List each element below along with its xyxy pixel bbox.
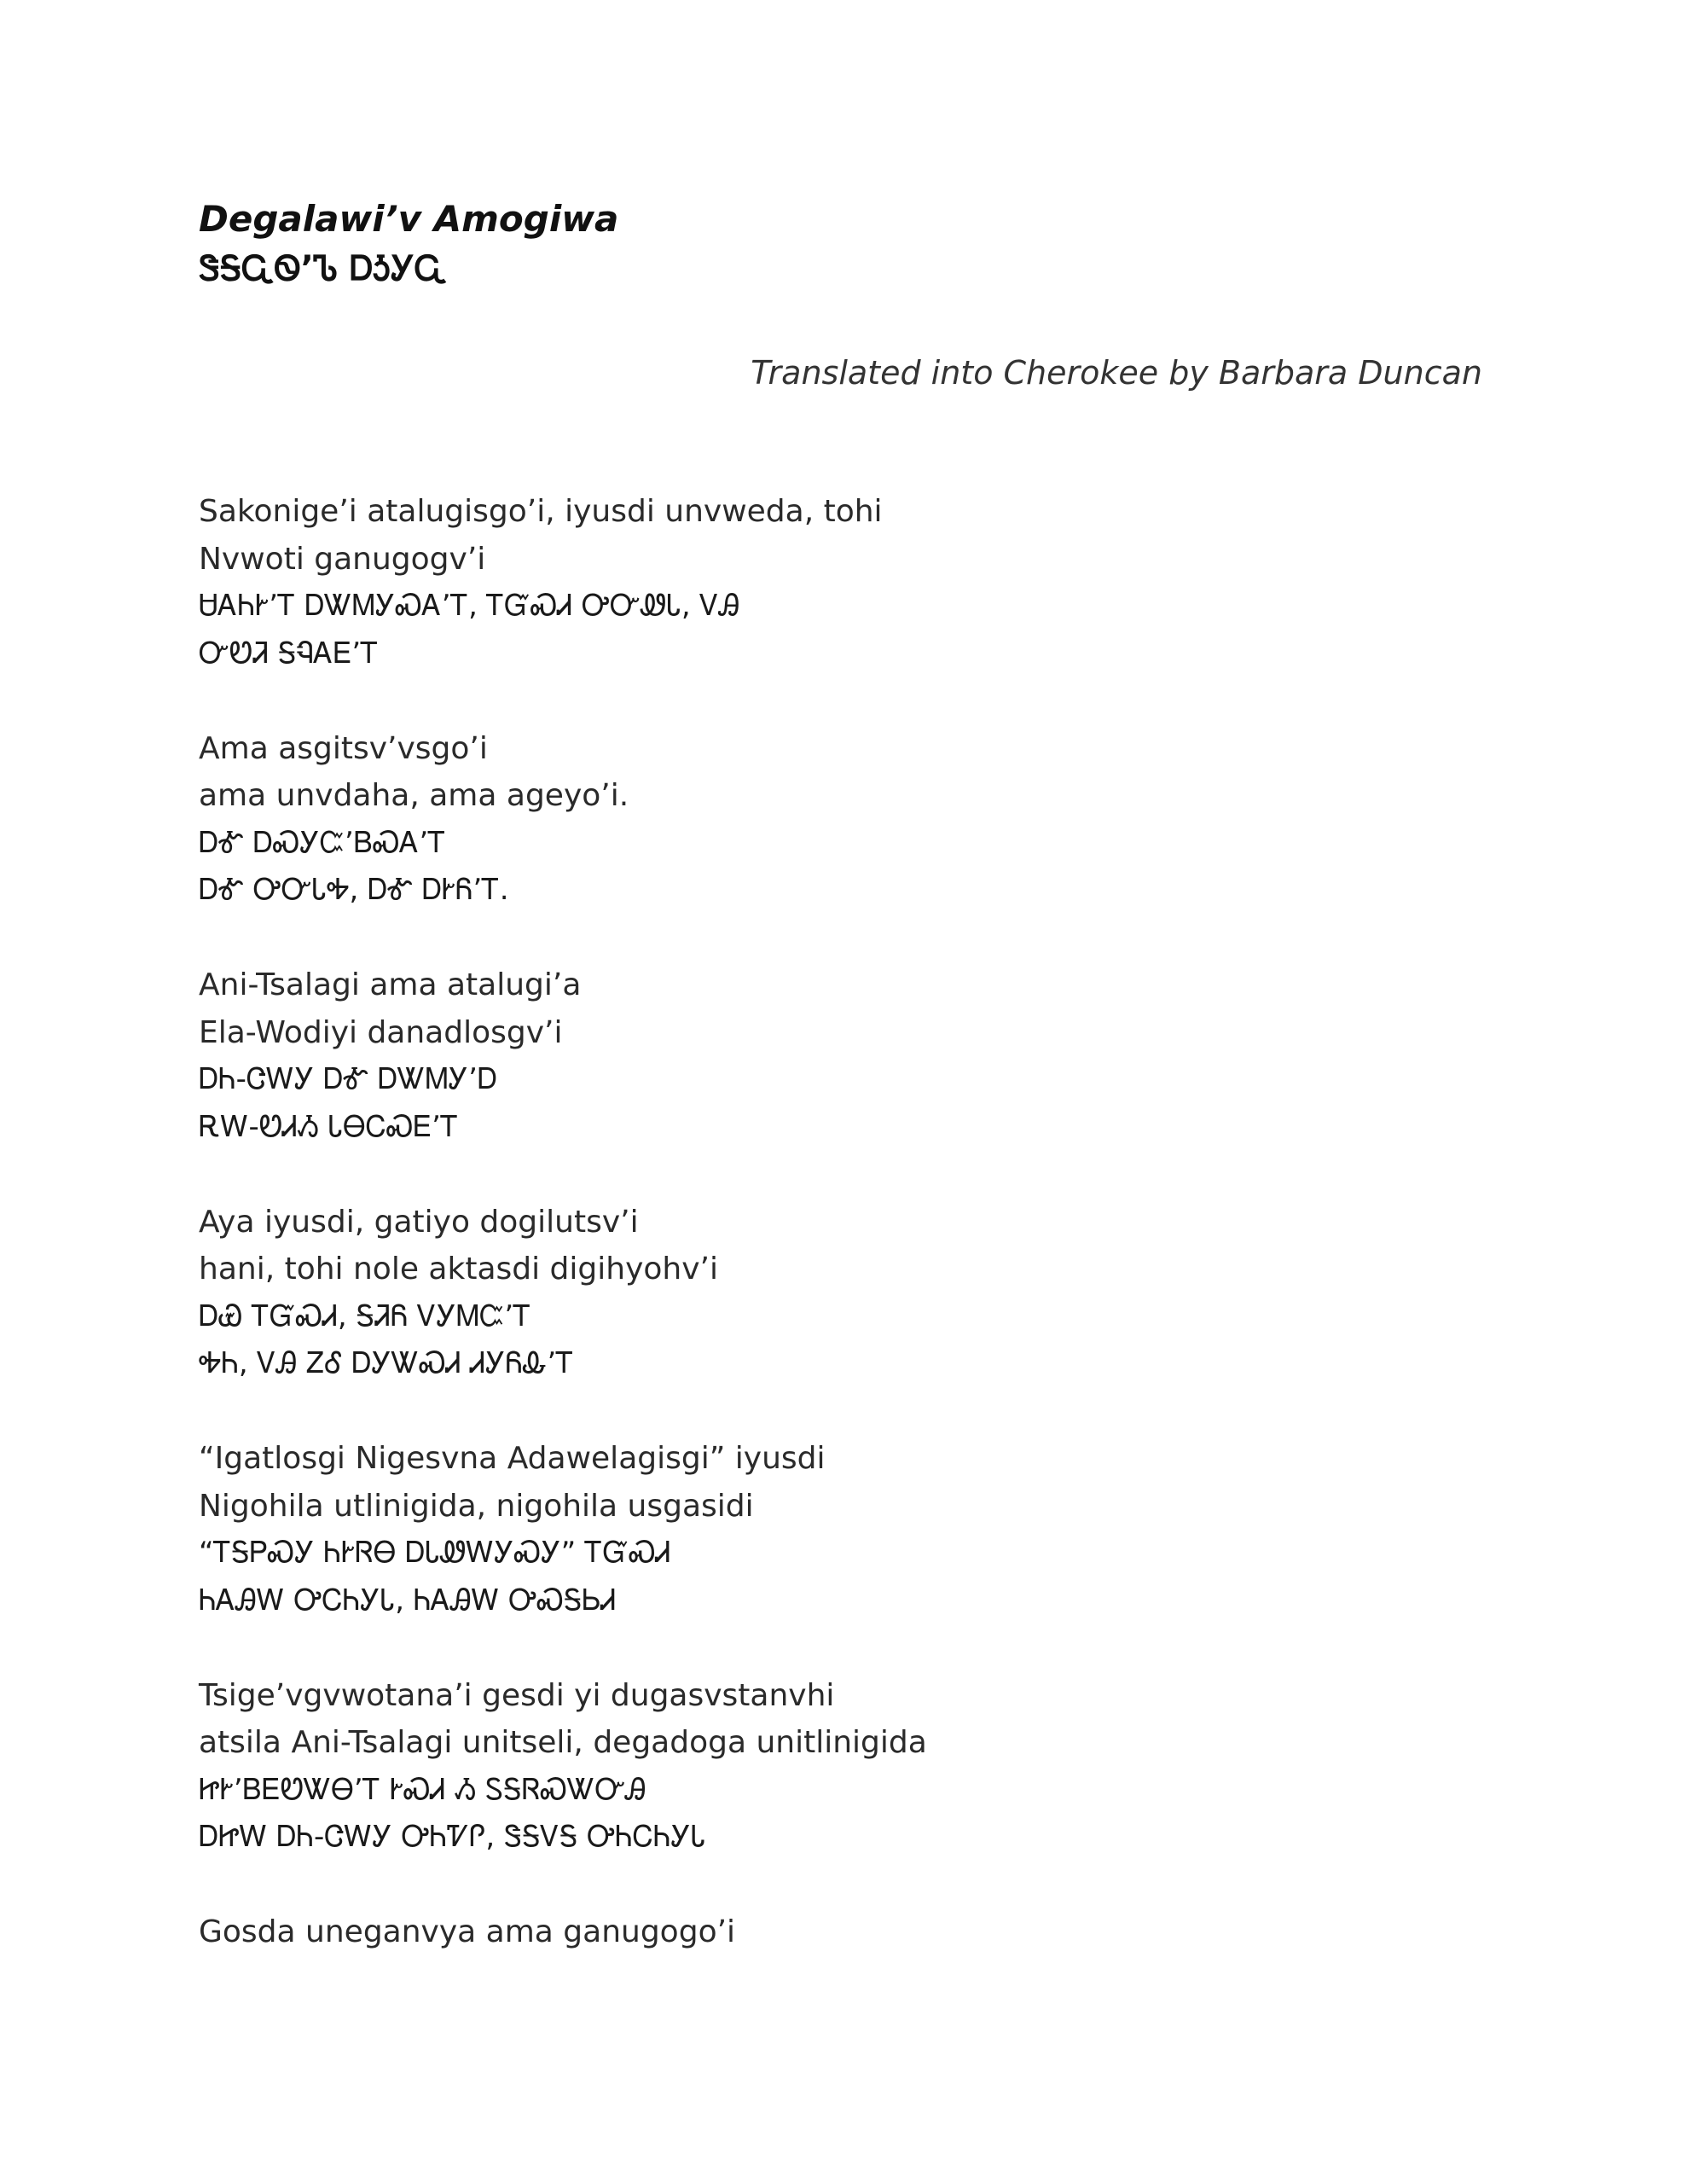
poem-title-syllabary: ᏕᎦᏩᏫ’Ꮦ ᎠᎼᎩᏩ [199, 249, 448, 288]
syllabary-line: ᏌᎪᏂᎨ’Ꭲ ᎠᏔᎷᎩᏍᎪ’Ꭲ, ᎢᏳᏍᏗ ᎤᏅᏪᏓ, ᏙᎯ [199, 589, 740, 623]
syllabary-line: ᏂᎪᎯᎳ ᎤᏟᏂᎩᏓ, ᏂᎪᎯᎳ ᎤᏍᎦᏏᏗ [199, 1583, 617, 1618]
latin-line: hani, tohi nole aktasdi digihyohv’i [199, 1252, 718, 1287]
latin-line: ama unvdaha, ama ageyo’i. [199, 778, 629, 813]
title-block [199, 195, 618, 293]
poem-title: Degalawi’v Amogiwa [199, 198, 619, 240]
latin-line: Nigohila utlinigida, nigohila usgasidi [199, 1488, 754, 1524]
stanza [199, 961, 1478, 1151]
latin-line: Ani-Tsalagi ama atalugi’a [199, 967, 582, 1002]
syllabary-line: ᎠᏥᎳ ᎠᏂ-ᏣᎳᎩ ᎤᏂᏤᎵ, ᏕᎦᏙᎦ ᎤᏂᏟᏂᎩᏓ [199, 1820, 706, 1854]
latin-line: Tsige’vgvwotana’i gesdi yi dugasvstanvhi [199, 1677, 835, 1713]
latin-line: “Igatlosgi Nigesvna Adawelagisgi” iyusdi [199, 1441, 826, 1476]
syllabary-line: ᏥᎨ’ᏴᎬᏬᏔᎾ’Ꭲ ᎨᏍᏗ Ᏹ ᏚᎦᏒᏍᏔᏅᎯ [199, 1772, 646, 1807]
poem-body [199, 488, 1478, 2003]
stanza [199, 1199, 1478, 1388]
syllabary-line: ᎠᎹ ᎠᏍᎩᏨ’ᏴᏍᎪ’Ꭲ [199, 825, 446, 860]
syllabary-line: ᎠᏂ-ᏣᎳᎩ ᎠᎹ ᎠᏔᎷᎩ’Ꭰ [199, 1062, 497, 1096]
latin-line: Sakonige’i atalugisgo’i, iyusdi unvweda, tohi [199, 494, 883, 529]
latin-line: Gosda uneganvya ama ganugogo’i [199, 1914, 736, 1949]
stanza [199, 1908, 1478, 1956]
latin-line: Ela-Wodiyi danadlosgv’i [199, 1014, 563, 1050]
syllabary-line: ᎠᎹ ᎤᏅᏓᎭ, ᎠᎹ ᎠᎨᏲ’Ꭲ. [199, 873, 509, 907]
translator-byline: Translated into Cherokee by Barbara Duncan [751, 354, 1482, 392]
latin-line: atsila Ani-Tsalagi unitseli, degadoga unitlinigida [199, 1725, 927, 1760]
syllabary-line: ᎭᏂ, ᏙᎯ ᏃᎴ ᎠᎩᏔᏍᏗ ᏗᎩᏲᎲ’Ꭲ [199, 1346, 574, 1380]
syllabary-line: ᎡᎳ-ᏬᏗᏱ ᏓᎾᏟᏍᎬ’Ꭲ [199, 1109, 459, 1144]
latin-line: Nvwoti ganugogv’i [199, 541, 486, 577]
syllabary-line: ᎠᏯ ᎢᏳᏍᏗ, ᎦᏘᏲ ᏙᎩᎷᏨ’Ꭲ [199, 1298, 531, 1333]
latin-line: Ama asgitsv’vsgo’i [199, 730, 488, 766]
stanza [199, 1435, 1478, 1624]
stanza [199, 1672, 1478, 1862]
stanza [199, 725, 1478, 915]
stanza [199, 488, 1478, 677]
latin-line: Aya iyusdi, gatiyo dogilutsv’i [199, 1204, 639, 1240]
syllabary-line: ᏅᏬᏘ ᎦᏄᎪᎬ’Ꭲ [199, 636, 379, 671]
syllabary-line: “ᎢᎦᏢᏍᎩ ᏂᎨᏒᎾ ᎠᏓᏪᎳᎩᏍᎩ” ᎢᏳᏍᏗ [199, 1536, 671, 1570]
